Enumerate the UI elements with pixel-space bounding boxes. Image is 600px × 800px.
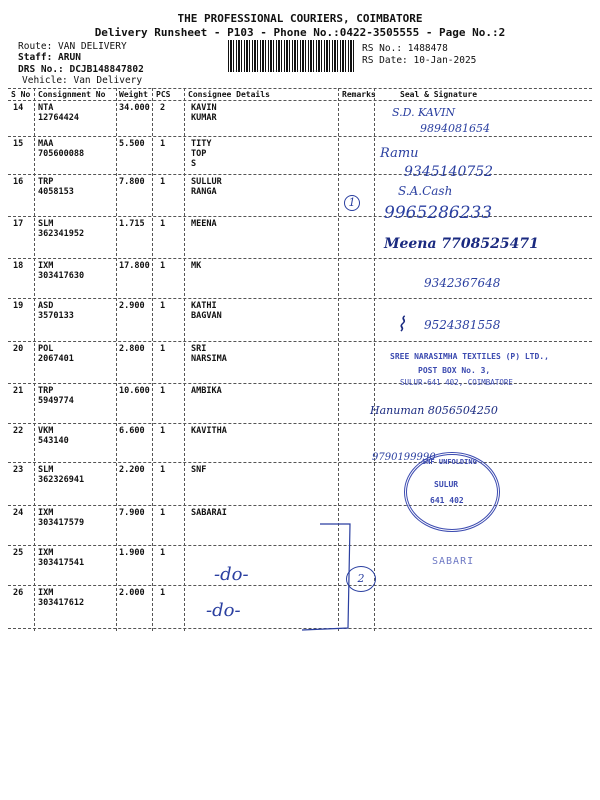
drs-label: DRS No.: DCJB148847802: [18, 64, 144, 75]
cell-pcs: 2: [160, 103, 166, 113]
cell-weight: 17.800: [119, 261, 150, 271]
cell-pcs: 1: [160, 219, 166, 229]
cell-pcs: 1: [160, 465, 166, 475]
cell-consignee: TITY TOP S: [191, 139, 212, 169]
snf-stamp-mid: SULUR: [434, 480, 459, 489]
cell-pcs: 1: [160, 508, 166, 518]
signature-phone-17: Meena 7708525471: [384, 236, 539, 252]
cell-pcs: 1: [160, 386, 166, 396]
cell-sno: 22: [13, 426, 24, 436]
cell-consignee: SABARAI: [191, 508, 227, 518]
stamp-line-20c: SULUR-641 402, COIMBATORE: [400, 378, 513, 387]
cell-weight: 1.900: [119, 548, 145, 558]
cell-sno: 23: [13, 465, 24, 475]
cell-sno: 19: [13, 301, 24, 311]
cell-weight: 7.800: [119, 177, 145, 187]
cell-consignee: KAVITHA: [191, 426, 227, 436]
cell-weight: 6.600: [119, 426, 145, 436]
cell-pcs: 1: [160, 426, 166, 436]
cell-consignee: SNF: [191, 465, 207, 475]
cell-consignment: VKM 543140: [38, 426, 69, 446]
signature-14: S.D. KAVIN: [392, 106, 456, 119]
cell-sno: 20: [13, 344, 24, 354]
cell-sno: 18: [13, 261, 24, 271]
rs-number: RS No.: 1488478: [362, 43, 448, 54]
cell-weight: 1.715: [119, 219, 145, 229]
cell-pcs: 1: [160, 177, 166, 187]
cell-consignment: NTA 12764424: [38, 103, 79, 123]
col-header-consignee: Consignee Details: [188, 90, 270, 99]
barcode: [228, 40, 356, 72]
rs-date: RS Date: 10-Jan-2025: [362, 55, 477, 66]
cell-consignment: TRP 5949774: [38, 386, 74, 406]
stamp-line-20a: SREE NARASIMHA TEXTILES (P) LTD.,: [390, 352, 549, 361]
route-label: Route: VAN DELIVERY: [18, 41, 127, 52]
signature-15: Ramu: [380, 146, 419, 161]
ditto-25: -do-: [214, 564, 249, 585]
cell-sno: 15: [13, 139, 24, 149]
cell-consignee: MK: [191, 261, 202, 271]
cell-weight: 2.800: [119, 344, 145, 354]
phone-15: 9345140752: [404, 164, 494, 180]
cell-weight: 5.500: [119, 139, 145, 149]
cell-sno: 16: [13, 177, 24, 187]
remark-16: 1: [344, 195, 360, 211]
cell-consignee: SULLUR RANGA: [191, 177, 222, 197]
snf-stamp-top: SNF UNFOLDING: [422, 458, 477, 466]
cell-consignee: KATHI BAGVAN: [191, 301, 222, 321]
cell-consignment: MAA 705600088: [38, 139, 85, 159]
cell-consignee: AMBIKA: [191, 386, 222, 396]
cell-pcs: 1: [160, 344, 166, 354]
cell-weight: 2.000: [119, 588, 145, 598]
cell-weight: 7.900: [119, 508, 145, 518]
phone-19: 9524381558: [424, 318, 501, 332]
cell-consignment: SLM 362326941: [38, 465, 85, 485]
staff-label: Staff: ARUN: [18, 52, 81, 63]
cell-pcs: 1: [160, 548, 166, 558]
cell-sno: 25: [13, 548, 24, 558]
cell-weight: 2.200: [119, 465, 145, 475]
phone-22: 9790199990: [372, 452, 436, 463]
col-header-seal-signature: Seal & Signature: [400, 90, 478, 99]
col-header-pcs: PCS: [156, 90, 171, 99]
cell-sno: 21: [13, 386, 24, 396]
col-header-sno: S No: [11, 90, 31, 99]
cell-consignment: SLM 362341952: [38, 219, 85, 239]
col-header-consignment: Consignment No: [38, 90, 106, 99]
cell-pcs: 1: [160, 301, 166, 311]
vehicle-label: Vehicle: Van Delivery: [22, 75, 143, 86]
cell-weight: 2.900: [119, 301, 145, 311]
cell-consignment: IXM 303417541: [38, 548, 85, 568]
stamp-line-20b: POST BOX No. 3,: [418, 366, 491, 375]
cell-consignment: IXM 303417612: [38, 588, 85, 608]
phone-14: 9894081654: [420, 122, 490, 135]
cell-weight: 34.000: [119, 103, 150, 113]
cell-pcs: 1: [160, 261, 166, 271]
cell-sno: 26: [13, 588, 24, 598]
cell-consignment: IXM 303417579: [38, 508, 85, 528]
signature-phone-21: Hanuman 8056504250: [370, 404, 498, 417]
signature-16: S.A.Cash: [398, 184, 453, 198]
cell-sno: 14: [13, 103, 24, 113]
cell-consignee: MEENA: [191, 219, 217, 229]
cell-consignment: ASD 3570133: [38, 301, 74, 321]
ditto-26: -do-: [206, 600, 241, 621]
cell-consignment: POL 2067401: [38, 344, 74, 364]
stamp-25: SABARI: [432, 556, 475, 567]
cell-consignee: KAVIN KUMAR: [191, 103, 217, 123]
bracket-mark: [300, 518, 370, 638]
phone-18: 9342367648: [424, 276, 501, 290]
snf-stamp-bot: 641 402: [430, 496, 464, 505]
cell-consignment: IXM 303417630: [38, 261, 85, 281]
cell-pcs: 1: [160, 139, 166, 149]
col-header-weight: Weight: [119, 90, 148, 99]
cell-consignment: TRP 4058153: [38, 177, 74, 197]
runsheet-subtitle: Delivery Runsheet - P103 - Phone No.:0422-3505555 - Page No.:2: [94, 26, 506, 39]
cell-consignee: SRI NARSIMA: [191, 344, 227, 364]
col-header-remarks: Remarks: [342, 90, 376, 99]
cell-sno: 17: [13, 219, 24, 229]
phone-16: 9965286233: [384, 203, 493, 223]
signature-19: ⌇: [396, 312, 406, 336]
remark-25: 2: [346, 566, 376, 592]
company-title: THE PROFESSIONAL COURIERS, COIMBATORE: [177, 12, 423, 25]
cell-sno: 24: [13, 508, 24, 518]
cell-weight: 10.600: [119, 386, 150, 396]
cell-pcs: 1: [160, 588, 166, 598]
